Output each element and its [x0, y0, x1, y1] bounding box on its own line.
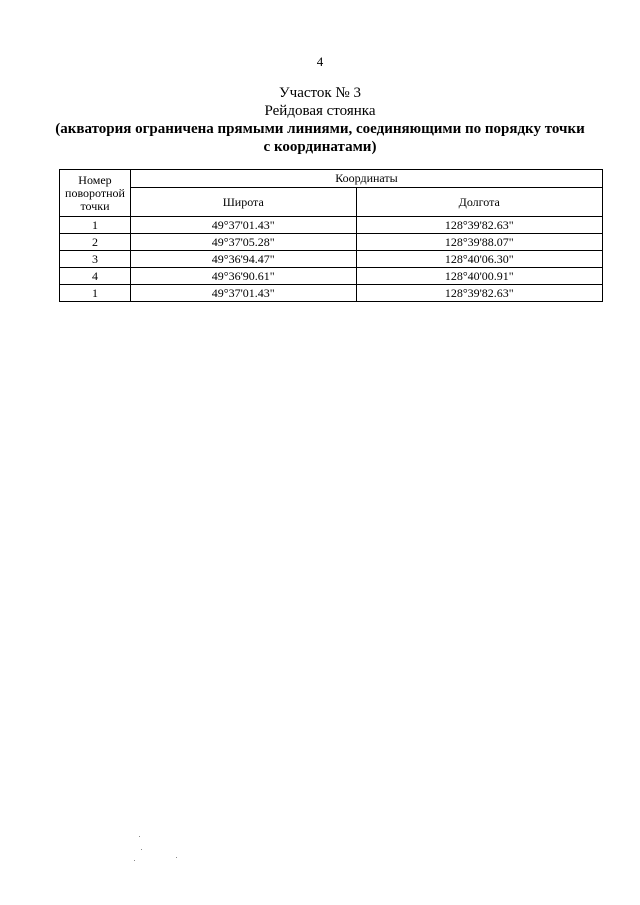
cell-point-number: 3 — [60, 251, 131, 268]
cell-latitude: 49°37'05.28" — [130, 234, 356, 251]
header-longitude: Долгота — [356, 188, 603, 217]
table-row — [60, 251, 603, 268]
scan-speck — [134, 860, 135, 861]
cell-latitude: 49°37'01.43" — [130, 217, 356, 234]
section-heading — [40, 84, 600, 156]
cell-point-number: 4 — [60, 268, 131, 285]
cell-point-number: 1 — [60, 285, 131, 302]
cell-latitude: 49°36'94.47" — [130, 251, 356, 268]
scan-speck — [141, 849, 142, 850]
cell-point-number: 2 — [60, 234, 131, 251]
cell-point-number: 1 — [60, 217, 131, 234]
cell-longitude: 128°39'88.07" — [356, 234, 603, 251]
cell-longitude: 128°39'82.63" — [356, 285, 603, 302]
table-row — [60, 217, 603, 234]
cell-longitude: 128°39'82.63" — [356, 217, 603, 234]
section-title: Участок № 3 — [279, 85, 361, 101]
table-row — [60, 268, 603, 285]
table-row — [60, 234, 603, 251]
cell-longitude: 128°40'00.91" — [356, 268, 603, 285]
cell-latitude: 49°36'90.61" — [130, 268, 356, 285]
coordinates-table — [59, 169, 603, 302]
section-description-line-1: (акватория ограничена прямыми линиями, соединяющими по порядку точки — [55, 121, 585, 137]
cell-longitude: 128°40'06.30" — [356, 251, 603, 268]
section-description-line-2: с координатами) — [263, 139, 377, 155]
section-subtitle: Рейдовая стоянка — [264, 103, 376, 119]
header-coordinates: Координаты — [130, 170, 602, 188]
scan-speck — [139, 836, 140, 837]
scan-speck — [176, 857, 177, 858]
header-latitude: Широта — [130, 188, 356, 217]
header-point-number: Номер поворотной точки — [60, 170, 131, 217]
page-number: 4 — [316, 54, 324, 69]
table-row — [60, 285, 603, 302]
cell-latitude: 49°37'01.43" — [130, 285, 356, 302]
